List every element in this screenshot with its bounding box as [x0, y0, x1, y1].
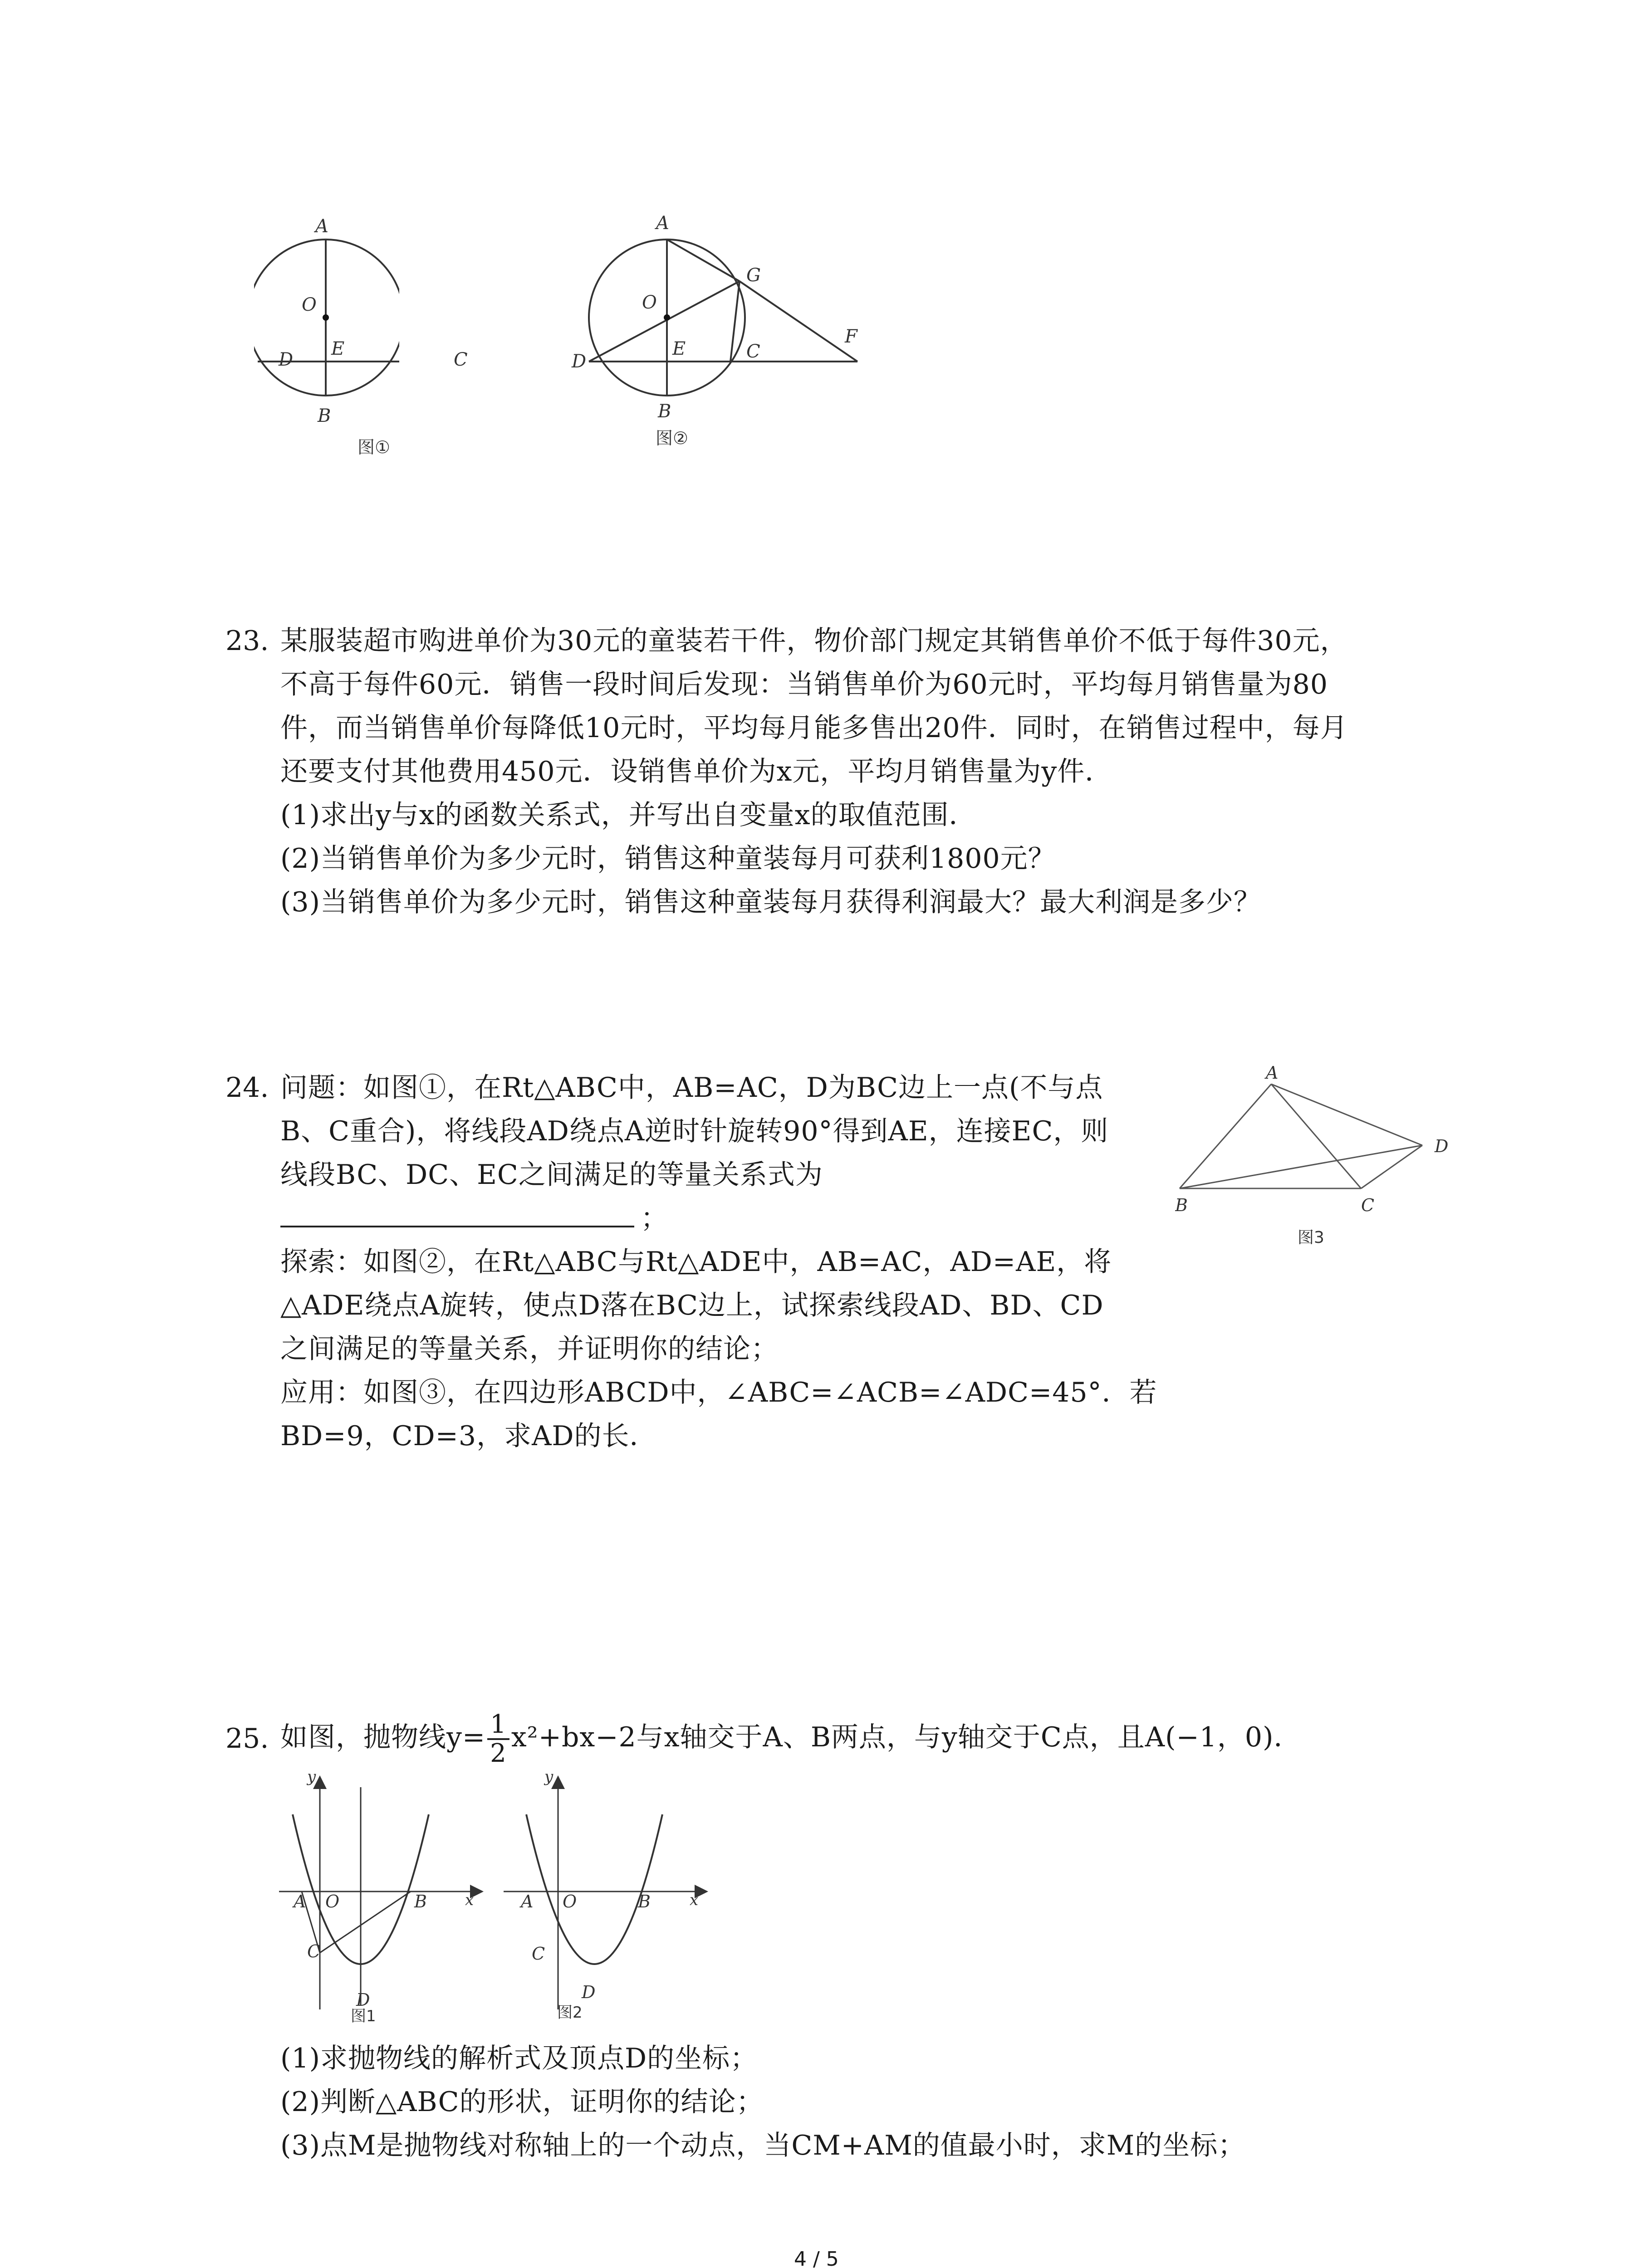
label-B: B: [638, 1892, 651, 1911]
figure-q24-3: [1175, 1061, 1465, 1252]
label-y: y: [307, 1769, 316, 1786]
label-C: C: [746, 341, 760, 362]
label-x: x: [465, 1891, 474, 1909]
label-C: C: [307, 1941, 321, 1961]
label-D: D: [572, 351, 587, 372]
label-D: D: [356, 1990, 370, 2010]
q23-line: 不高于每件60元．销售一段时间后发现：当销售单价为60元时，平均每月销售量为80: [280, 669, 1328, 700]
label-y: y: [544, 1769, 554, 1786]
figure-caption: 图3: [1298, 1228, 1324, 1247]
label-A: A: [294, 1892, 306, 1911]
label-E: E: [672, 338, 686, 359]
label-O: O: [302, 294, 317, 315]
q24-line: 之间满足的等量关系，并证明你的结论；: [280, 1333, 779, 1365]
q23-line: 件，而当销售单价每降低10元时，平均每月能多售出20件．同时，在销售过程中，每月: [280, 712, 1348, 744]
answer-blank[interactable]: [280, 1198, 634, 1227]
figure-caption: 图2: [557, 2004, 583, 2022]
label-A: A: [521, 1892, 534, 1911]
label-B: B: [658, 401, 671, 422]
label-D: D: [582, 1982, 596, 2002]
q24-answer-line: ；: [280, 1197, 668, 1240]
q23-line: 还要支付其他费用450元．设销售单价为x元，平均月销售量为y件．: [280, 756, 1113, 787]
question-number: 24.: [225, 1072, 269, 1104]
label-O: O: [325, 1892, 340, 1911]
question-number: 23.: [225, 625, 269, 657]
label-B: B: [318, 406, 331, 426]
label-B: B: [1175, 1195, 1188, 1215]
figure-q25-1: [274, 1769, 488, 2023]
q25-intro: 如图，抛物线y= $\frac{1}{2}$ x²+bx−2与x轴交于A、B两点，与y轴交于C点，且A(−1，0)．: [280, 1710, 1302, 1769]
label-E: E: [331, 338, 345, 359]
q24-line: △ADE绕点A旋转，使点D落在BC边上，试探索线段AD、BD、CD: [280, 1290, 1104, 1321]
figure-caption: 图1: [351, 2007, 376, 2023]
figure-caption: 图②: [656, 428, 689, 448]
q24-line: 线段BC、DC、EC之间满足的等量关系式为: [280, 1159, 823, 1191]
label-A: A: [1266, 1063, 1279, 1083]
label-O: O: [642, 292, 657, 313]
q23-part-2: (2)当销售单价为多少元时，销售这种童装每月可获利1800元？: [280, 843, 1056, 875]
figure-caption: 图①: [358, 437, 391, 457]
fraction: $\frac{1}{2}$: [487, 1711, 509, 1767]
figure-q25-2: [499, 1769, 712, 2023]
question-number: 25.: [225, 1723, 269, 1755]
label-C: C: [532, 1944, 545, 1964]
q24-line: BD=9，CD=3，求AD的长．: [280, 1420, 657, 1452]
figure-q22-1: [254, 213, 399, 458]
label-x: x: [690, 1891, 699, 1909]
q25-part-3: (3)点M是抛物线对称轴上的一个动点，当CM+AM的值最小时，求M的坐标；: [280, 2130, 1246, 2161]
q24-line: 问题：如图①，在Rt△ABC中，AB=AC，D为BC边上一点(不与点: [280, 1072, 1103, 1104]
label-A: A: [315, 216, 328, 237]
label-C: C: [1361, 1195, 1375, 1215]
figure-q22-2: [567, 213, 876, 458]
q24-line: 探索：如图②，在Rt△ABC与Rt△ADE中，AB=AC，AD=AE，将: [280, 1246, 1112, 1278]
label-O: O: [563, 1892, 577, 1911]
label-D: D: [279, 349, 294, 370]
q23-part-1: (1)求出y与x的函数关系式，并写出自变量x的取值范围．: [280, 799, 977, 831]
label-C: C: [454, 349, 468, 370]
page-number: 4 / 5: [794, 2248, 839, 2268]
label-B: B: [414, 1892, 427, 1911]
q24-line: 应用：如图③，在四边形ABCD中，∠ABC=∠ACB=∠ADC=45°．若: [280, 1377, 1157, 1408]
q25-part-1: (1)求抛物线的解析式及顶点D的坐标；: [280, 2043, 758, 2074]
label-G: G: [746, 265, 761, 286]
label-F: F: [845, 326, 857, 347]
q25-part-2: (2)判断△ABC的形状，证明你的结论；: [280, 2086, 764, 2118]
q23-part-3: (3)当销售单价为多少元时，销售这种童装每月获得利润最大？最大利润是多少？: [280, 886, 1261, 918]
q23-line: 某服装超市购进单价为30元的童装若干件，物价部门规定其销售单价不低于每件30元，: [280, 625, 1348, 657]
label-D: D: [1435, 1136, 1449, 1156]
label-A: A: [656, 213, 669, 234]
q24-line: B、C重合)，将线段AD绕点A逆时针旋转90°得到AE，连接EC，则: [280, 1115, 1109, 1147]
